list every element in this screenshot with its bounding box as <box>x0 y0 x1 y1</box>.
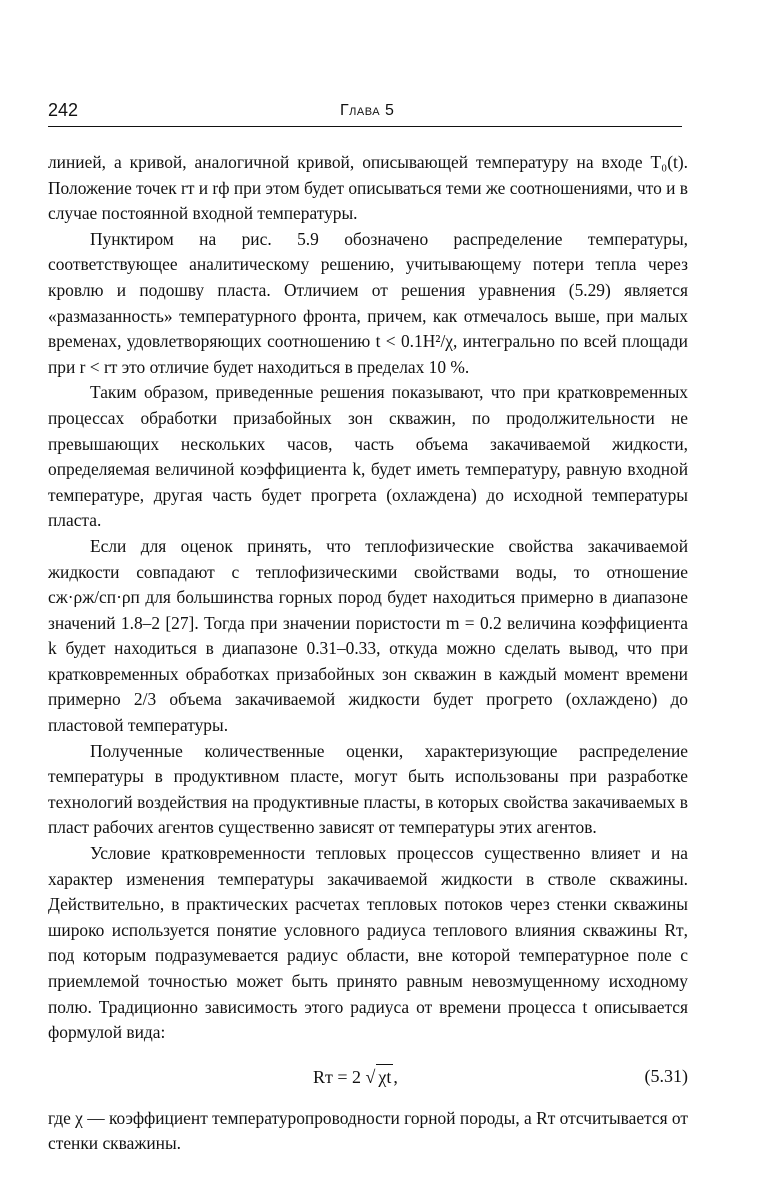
paragraph-closing: где χ — коэффициент температуропроводности горной породы, а Rᴛ отсчитывается от стенки скважины. <box>48 1107 688 1154</box>
paragraph: Таким образом, приведенные решения показывают, что при кратковременных процессах обработки призабойных зон скважин, по продолжительности не превышающих нескольких часов, часть объема закачиваемой жидкости, определяемая величиной коэффициента k, будет иметь температуру, равную входной температуре, другая часть будет прогрета (охлаждена) до исходной температуры пласта. <box>48 382 688 531</box>
body-text <box>48 150 688 1157</box>
paragraph-continued: линией, а кривой, аналогичной кривой, описывающей температуру на входе T₀(t). Положение точек rᴛ и rф при этом будет описываться теми же соотношениями, что и в случае постоянной входной температуры. <box>48 152 688 224</box>
formula <box>313 1064 398 1091</box>
paragraph: Полученные количественные оценки, характеризующие распределение температуры в продуктивном пласте, могут быть использованы при разработке технологий воздействия на продуктивные пласты, в которых свойства закачиваемых в пласт рабочих агентов существенно зависят от температуры этих агентов. <box>48 740 688 838</box>
equation-5-31 <box>48 1054 688 1102</box>
page-number: 242 <box>48 100 79 120</box>
formula-lhs: Rᴛ = 2 <box>313 1066 362 1087</box>
equation-number: (5.31) <box>644 1065 688 1086</box>
formula-tail: , <box>393 1066 398 1087</box>
running-header <box>48 100 682 127</box>
sqrt-sign: √ <box>365 1066 376 1087</box>
formula-radicand: χt <box>376 1064 393 1091</box>
chapter-title: Глава 5 <box>340 102 395 119</box>
paragraph: Пунктиром на рис. 5.9 обозначено распределение температуры, соответствующее аналитическому решению, учитывающему потери тепла через кровлю и подошву пласта. Отличием от решения уравнения (5.29) является «размазанность» температурного фронта, причем, как отмечалось выше, при малых временах, удовлетворяющих соотношению t < 0.1H²/χ, интегрально по всей площади при r < rᴛ это отличие будет находиться в пределах 10 %. <box>48 228 688 377</box>
paragraph: Если для оценок принять, что теплофизические свойства закачиваемой жидкости совпадают с теплофизическими свойствами воды, то отношение cж·ρж/cп·ρп для большинства горных пород будет находиться примерно в диапазоне значений 1.8–2 [27]. Тогда при значении пористости m = 0.2 величина коэффициента k будет находиться в диапазоне 0.31–0.33, откуда можно сделать вывод, что при кратковременных обработках призабойных зон скважин в каждый момент времени примерно 2/3 объема закачиваемой жидкости будет прогрето (охлаждено) до пластовой температуры. <box>48 535 688 736</box>
paragraph: Условие кратковременности тепловых процессов существенно влияет и на характер изменения температуры закачиваемой жидкости в стволе скважины. Действительно, в практических расчетах тепловых потоков через стенки скважины широко используется понятие условного радиуса теплового влияния скважины Rᴛ, под которым подразумевается радиус области, вне которой температурное поле с приемлемой точностью может быть принято равным невозмущенному исходному полю. Традиционно зависимость этого радиуса от времени процесса t описывается формулой вида: <box>48 843 688 1043</box>
